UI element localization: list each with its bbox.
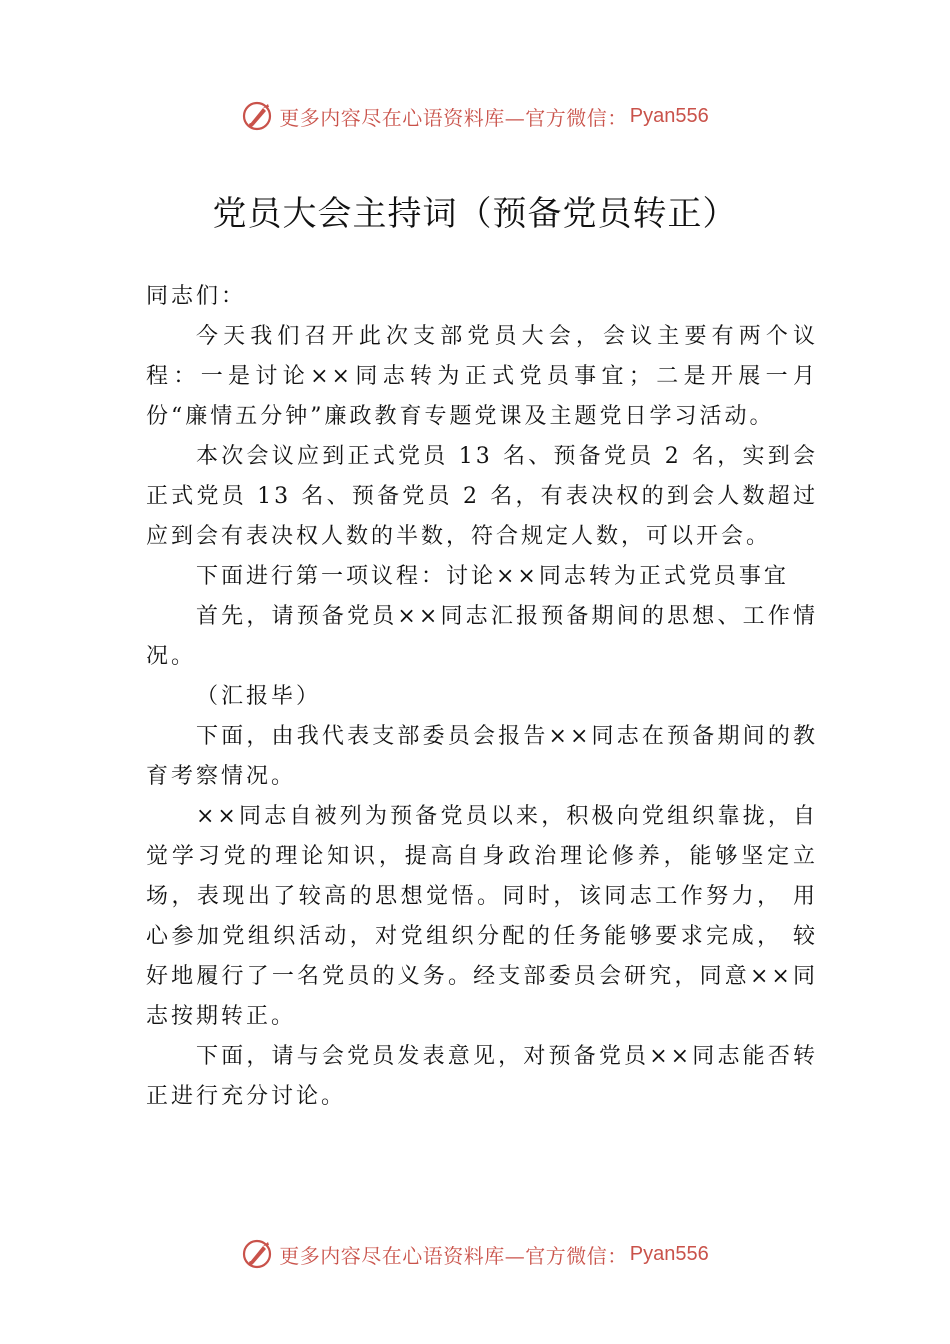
paragraph-attendance: 本次会议应到正式党员 13 名、预备党员 2 名，实到会正式党员 13 名、预备党员 2 名，有表决权的到会人数超过应到会有表决权人数的半数，符合规定人数，可以开会。 [146,444,818,549]
paragraph-report-done: （汇报毕） [196,684,322,709]
quill-pen-logo-icon [241,100,273,132]
paragraph-agenda: 今天我们召开此次支部党员大会，会议主要有两个议程：一是讨论××同志转为正式党员事宜；二是开展一月份“廉情五分钟”廉政教育专题党课及主题党日学习活动。 [146,324,818,429]
footer-wechat-id: Pyan556 [629,1242,709,1265]
paragraph-first-item: 下面进行第一项议程：讨论××同志转为正式党员事宜 [196,564,789,589]
paragraph-discussion: 下面，请与会党员发表意见，对预备党员××同志能否转正进行充分讨论。 [146,1044,818,1109]
paragraph-evaluation: ××同志自被列为预备党员以来，积极向党组织靠拢，自觉学习党的理论知识，提高自身政治理论修养，能够坚定立场，表现出了较高的思想觉悟。同时，该同志工作努力， 用心参加党组织活动，对党组织分配的任务能够要求完成， 较好地履行了一名党员的义务。经支部委员会研究，同意××同志按期转正。 [146,804,818,1029]
paragraph-report-request: 首先，请预备党员××同志汇报预备期间的思想、工作情况。 [146,604,818,669]
footer-banner [0,1234,950,1274]
quill-pen-logo-icon [241,1238,273,1270]
header-banner [0,96,950,136]
footer-banner-text: 更多内容尽在心语资料库—官方微信： [279,1243,628,1268]
document-body [146,277,818,1117]
header-banner-text: 更多内容尽在心语资料库—官方微信： [279,105,628,130]
salutation: 同志们： [146,284,247,309]
page-title: 党员大会主持词（预备党员转正） [212,194,738,234]
header-wechat-id: Pyan556 [629,104,709,127]
paragraph-committee-report: 下面，由我代表支部委员会报告××同志在预备期间的教育考察情况。 [146,724,818,789]
